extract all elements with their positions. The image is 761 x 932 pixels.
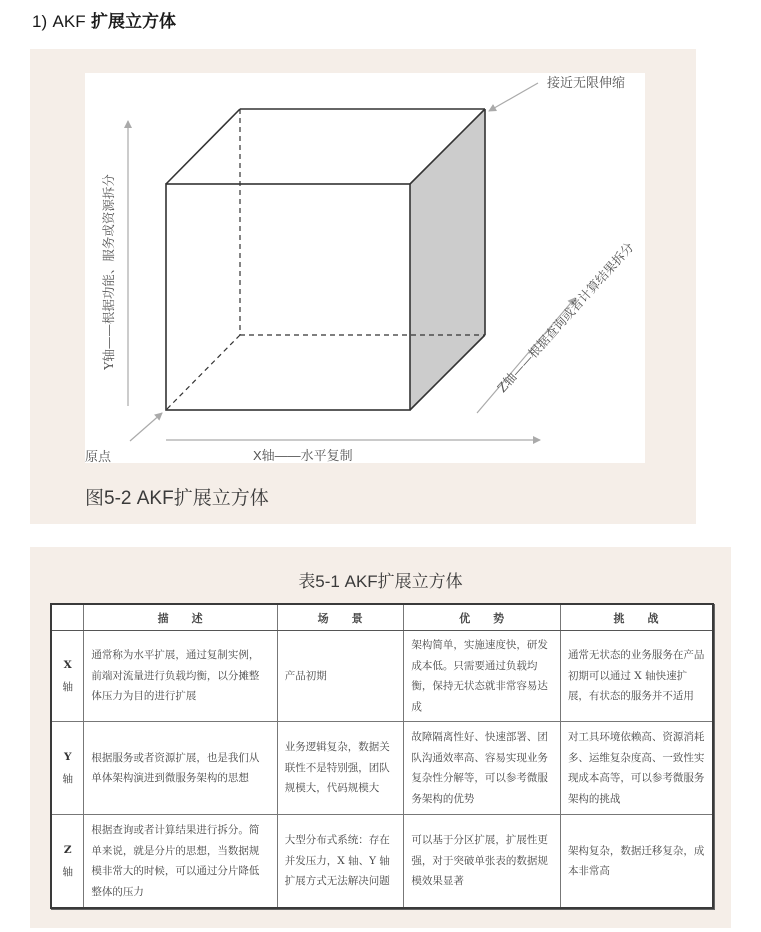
corner-note-arrow — [489, 83, 538, 111]
advantages-cell: 可以基于分区扩展，扩展性更强，对于突破单张表的数据规模效果显著 — [404, 815, 561, 909]
axis-cell: Y 轴 — [51, 722, 84, 815]
header-advantages: 优 势 — [404, 604, 561, 631]
figure-panel — [30, 49, 696, 524]
table-panel — [30, 547, 731, 928]
section-number: 1) — [32, 12, 48, 31]
header-scenario: 场 景 — [277, 604, 404, 631]
header-axis — [51, 604, 84, 631]
x-axis-label: X轴——水平复制 — [253, 448, 353, 463]
axis-cell: Z 轴 — [51, 815, 84, 909]
section-title: 扩展立方体 — [91, 12, 176, 32]
challenges-cell: 架构复杂，数据迁移复杂，成本非常高 — [560, 815, 713, 909]
challenges-cell: 对工具环境依赖高、资源消耗多、运维复杂度高、一致性实现成本高等，可以参考微服务架构的挑战 — [560, 722, 713, 815]
axis-cell: X 轴 — [51, 631, 84, 722]
table-row — [51, 631, 713, 722]
challenges-cell: 通常无状态的业务服务在产品初期可以通过 X 轴快速扩展，有状态的服务并不适用 — [560, 631, 713, 722]
y-axis-label: Y轴——根据功能、服务或资源拆分 — [101, 174, 116, 370]
akf-table — [50, 603, 714, 909]
section-prefix: AKF — [52, 12, 86, 31]
scenario-cell: 业务逻辑复杂，数据关联性不是特别强，团队规模大，代码规模大 — [277, 722, 404, 815]
advantages-cell: 架构简单，实施速度快，研发成本低。只需要通过负载均衡，保持无状态就非常容易达成 — [404, 631, 561, 722]
scenario-cell: 大型分布式系统：存在并发压力，X 轴、Y 轴扩展方式无法解决问题 — [277, 815, 404, 909]
table-row — [51, 722, 713, 815]
table-row — [51, 815, 713, 909]
origin-label: 原点 — [85, 449, 112, 463]
advantages-cell: 故障隔离性好、快速部署、团队沟通效率高、容易实现业务复杂性分解等，可以参考微服务架构的优势 — [404, 722, 561, 815]
section-heading — [32, 10, 176, 34]
scenario-cell: 产品初期 — [277, 631, 404, 722]
description-cell: 根据服务或者资源扩展，也是我们从单体架构演进到微服务架构的思想 — [84, 722, 277, 815]
description-cell: 根据查询或者计算结果进行拆分。简单来说，就是分片的思想，当数据规模非常大的时候，可以通过分片降低整体的压力 — [84, 815, 277, 909]
header-description: 描 述 — [84, 604, 277, 631]
cube-side-face — [410, 109, 485, 410]
table-title: 表5-1 AKF扩展立方体 — [298, 572, 463, 591]
z-axis-label: Z轴——根据查询或者计算结果拆分 — [494, 239, 637, 396]
corner-note-label: 接近无限伸缩 — [547, 75, 626, 90]
figure-caption: 图5-2 AKF扩展立方体 — [85, 488, 269, 509]
origin-arrow — [130, 413, 162, 441]
header-challenges: 挑 战 — [560, 604, 713, 631]
description-cell: 通常称为水平扩展，通过复制实例，前端对流量进行负载均衡，以分摊整体压力为目的进行扩展 — [84, 631, 277, 722]
akf-cube-diagram — [85, 73, 645, 463]
table-header-row — [51, 604, 713, 631]
